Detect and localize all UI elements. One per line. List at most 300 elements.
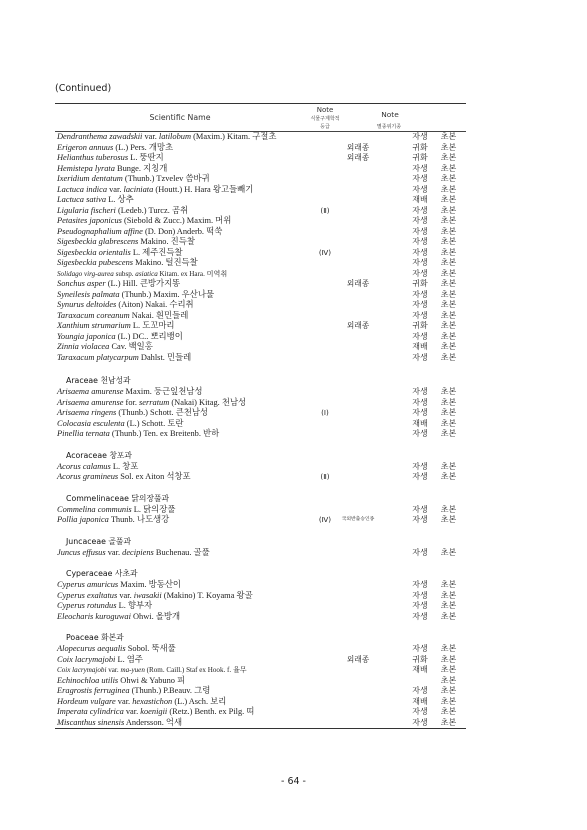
life-form: 초본 <box>440 580 457 589</box>
taxon-epithet: Echinochloa utilis <box>57 675 119 685</box>
origin-status: 자생 <box>412 461 428 471</box>
taxon-epithet: laciniata <box>123 184 154 194</box>
life-form: 초본 <box>440 397 457 407</box>
origin-status: 자생 <box>412 205 428 215</box>
table-row <box>55 269 466 280</box>
scientific-name <box>57 269 227 280</box>
author-text: (Thunb.) Schott. 큰천남성 <box>116 408 209 417</box>
family-header: Poaceae 화본과 <box>66 633 124 642</box>
origin-status: 귀화 <box>412 153 428 162</box>
origin-status: 재배 <box>412 665 428 674</box>
scientific-name <box>57 237 195 248</box>
taxon-epithet: Alopecurus aequalis <box>57 644 126 653</box>
taxon-epithet: Eleocharis kuroguwai <box>57 611 131 621</box>
family-header: Juncaceae 골풀과 <box>66 536 131 546</box>
header-note-endangered: Note <box>381 110 399 119</box>
origin-status: 자생 <box>412 300 428 309</box>
table-row <box>55 419 466 430</box>
life-form: 초본 <box>440 387 457 396</box>
taxon-epithet: Erigeron annuus <box>57 142 114 152</box>
taxon-epithet: Acorus gramineus <box>57 472 119 481</box>
floristic-grade: (Ⅳ) <box>318 515 332 524</box>
taxon-epithet: Coix lacrymajobi <box>57 654 116 664</box>
table-row <box>55 707 466 718</box>
origin-status: 자생 <box>412 387 428 396</box>
taxon-epithet: serratum <box>139 397 170 407</box>
taxon-epithet: Syneilesis palmata <box>57 289 120 299</box>
life-form: 초본 <box>440 461 457 471</box>
life-form: 초본 <box>440 547 457 557</box>
author-text: (Thunb.) Maxim. 우산나물 <box>119 289 215 299</box>
author-text: Ohwi & Yabuno 피 <box>118 675 186 685</box>
taxon-epithet: Lactuca indica <box>57 184 108 194</box>
origin-status: 재배 <box>412 696 428 706</box>
taxon-epithet: Sonchus asper <box>57 279 106 288</box>
special-note: 국외반출승인종 <box>341 517 375 522</box>
scientific-name <box>57 153 164 164</box>
floristic-grade: (Ⅱ) <box>320 205 330 215</box>
author-text: (Nakai) Kitag. 천남성 <box>169 397 247 407</box>
life-form: 초본 <box>440 472 457 481</box>
table-row <box>55 153 466 164</box>
family-group <box>55 375 466 440</box>
origin-status: 자생 <box>412 504 428 514</box>
taxon-epithet: latilobum <box>158 132 191 141</box>
author-text: for. <box>123 397 140 407</box>
family-header: Acoraceae 창포과 <box>66 450 132 460</box>
life-form: 초본 <box>440 216 457 225</box>
origin-status: 자생 <box>412 429 428 438</box>
scientific-name <box>57 206 188 217</box>
author-text: Thunb. 나도생강 <box>108 515 170 524</box>
life-form: 초본 <box>440 675 457 685</box>
author-text: var. <box>123 707 141 716</box>
life-form: 초본 <box>440 707 457 716</box>
author-text: L. 닭의장풀 <box>131 504 176 514</box>
scientific-name <box>57 515 169 526</box>
scientific-name <box>57 164 167 175</box>
table-row <box>55 505 466 516</box>
origin-status: 자생 <box>412 258 428 267</box>
taxon-epithet: hexastichon <box>132 696 173 706</box>
life-form: 초본 <box>440 195 457 204</box>
table-row <box>55 580 466 591</box>
family-group <box>55 450 466 483</box>
author-text: (Maxim.) Kitam. 구절초 <box>191 132 277 141</box>
origin-status: 자생 <box>412 547 428 557</box>
author-text: Kitam. ex Hara. 미역취 <box>157 269 228 278</box>
author-text: Makino. 진득찰 <box>138 237 195 246</box>
table-row <box>55 237 466 248</box>
life-form: 초본 <box>440 142 457 152</box>
taxon-epithet: Taraxacum platycarpum <box>57 352 139 362</box>
origin-status: 자생 <box>412 132 428 141</box>
scientific-name <box>57 462 138 473</box>
origin-status: 귀화 <box>412 279 428 288</box>
life-form: 초본 <box>440 268 457 278</box>
life-form: 초본 <box>440 352 457 362</box>
origin-status: 자생 <box>412 174 428 183</box>
family-group <box>55 568 466 622</box>
author-text: Dahlst. 민들레 <box>138 352 192 362</box>
author-text: L. 창포 <box>110 461 139 471</box>
special-note: 외래종 <box>346 654 370 664</box>
table-row <box>55 332 466 343</box>
scientific-name <box>57 505 175 516</box>
taxon-epithet: Dendranthema zawadskii <box>57 132 143 141</box>
table-row <box>55 279 466 290</box>
scientific-name <box>57 580 181 591</box>
author-text: L. 향부자 <box>116 601 153 610</box>
taxon-epithet: Xanthium strumarium <box>57 321 131 330</box>
life-form: 초본 <box>440 696 457 706</box>
taxon-epithet: Sigesbeckia orientalis <box>57 247 131 257</box>
author-text: var. <box>105 547 123 557</box>
taxon-epithet: Imperata cylindrica <box>57 707 124 716</box>
author-text: Cav. 백일홍 <box>109 342 153 351</box>
table-row <box>55 206 466 217</box>
family-header: Araceae 천남성과 <box>66 376 131 385</box>
table-row <box>55 686 466 697</box>
origin-status: 자생 <box>412 686 428 695</box>
author-text: Sobol. 뚝새풀 <box>125 644 176 653</box>
origin-status: 자생 <box>412 247 428 257</box>
table-row <box>55 697 466 708</box>
taxon-epithet: Colocasia esculenta <box>57 418 125 428</box>
table-row <box>55 311 466 322</box>
scientific-name <box>57 321 175 332</box>
origin-status: 귀화 <box>412 142 428 152</box>
author-text: Maxim. 방동산이 <box>118 580 182 589</box>
floristic-grade: (Ⅰ) <box>321 408 329 417</box>
life-form: 초본 <box>440 132 457 141</box>
taxon-epithet: Cyperus rotundus <box>57 601 117 610</box>
table-row <box>55 665 466 676</box>
author-text: L. 제주진득찰 <box>130 247 183 257</box>
special-note: 외래종 <box>346 321 370 330</box>
taxon-epithet: Coix lacrymajobi <box>57 666 107 674</box>
taxon-epithet: Sigesbeckia glabrescens <box>57 237 139 246</box>
table-row <box>55 216 466 227</box>
author-text: Sol. ex Aiton 석창포 <box>118 472 191 481</box>
origin-status: 자생 <box>412 644 428 653</box>
table-row <box>55 718 466 729</box>
author-text: L. 상추 <box>106 195 134 204</box>
table-row <box>55 164 466 175</box>
table-row <box>55 258 466 269</box>
table-row <box>55 644 466 655</box>
origin-status: 자생 <box>412 515 428 524</box>
author-text: subsp. <box>113 269 136 278</box>
family-header: Commelinaceae 닭의장풀과 <box>66 493 170 503</box>
origin-status: 귀화 <box>412 654 428 664</box>
origin-status: 재배 <box>412 418 428 428</box>
scientific-name <box>57 707 254 718</box>
scientific-name <box>57 227 222 238</box>
scientific-name <box>57 143 173 154</box>
author-text: var. <box>115 696 133 706</box>
scientific-name <box>57 311 188 322</box>
family-group <box>55 632 466 728</box>
table-row <box>55 185 466 196</box>
table-row <box>55 353 466 364</box>
scientific-name <box>57 665 247 676</box>
life-form: 초본 <box>440 408 457 417</box>
table-row <box>55 472 466 483</box>
author-text: (Ledeb.) Turcz. 곰취 <box>115 205 189 215</box>
taxon-epithet: Acorus calamus <box>57 461 111 471</box>
life-form: 초본 <box>440 184 457 194</box>
table-row <box>55 408 466 419</box>
life-form: 초본 <box>440 226 457 236</box>
floristic-grade: (Ⅱ) <box>320 472 330 481</box>
special-note: 외래종 <box>346 279 370 288</box>
taxon-epithet: Cyperus exaltatus <box>57 590 118 600</box>
life-form: 초본 <box>440 300 457 309</box>
taxon-epithet: Pinellia ternata <box>57 429 110 438</box>
table-row <box>55 612 466 623</box>
life-form: 초본 <box>440 205 457 215</box>
author-text: (L.) Asch. 보리 <box>172 696 227 706</box>
table-row <box>55 342 466 353</box>
life-form: 초본 <box>440 331 457 341</box>
scientific-name <box>57 429 219 440</box>
scientific-name <box>57 408 208 419</box>
author-text: (Thunb.) Tzvelev 씀바귀 <box>122 174 210 183</box>
scientific-name <box>57 686 210 697</box>
special-note: 외래종 <box>346 142 370 152</box>
author-text: (L.) DC.. 뽀리뱅이 <box>115 331 183 341</box>
life-form: 초본 <box>440 654 457 664</box>
origin-status: 재배 <box>412 342 428 351</box>
scientific-name <box>57 398 246 409</box>
origin-status: 자생 <box>412 717 428 727</box>
author-text: (Thunb.) Ten. ex Breitenb. 반하 <box>109 429 220 438</box>
taxon-epithet: Petasites japonicus <box>57 216 122 225</box>
origin-status: 귀화 <box>412 321 428 330</box>
scientific-name <box>57 697 226 708</box>
taxon-epithet: Miscanthus sinensis <box>57 717 125 727</box>
continued-label: (Continued) <box>55 83 112 94</box>
scientific-name <box>57 419 183 430</box>
taxon-epithet: Lactuca sativa <box>57 195 107 204</box>
life-form: 초본 <box>440 163 457 173</box>
taxon-epithet: koenigii <box>140 707 168 716</box>
origin-status: 자생 <box>412 590 428 600</box>
origin-status: 자생 <box>412 397 428 407</box>
author-text: L. 뚱딴지 <box>128 153 164 162</box>
origin-status: 자생 <box>412 601 428 610</box>
taxon-epithet: Zinnia violacea <box>57 342 110 351</box>
table-row <box>55 300 466 311</box>
scientific-name <box>57 342 153 353</box>
scientific-name <box>57 248 183 259</box>
taxon-epithet: Synurus deltoides <box>57 300 117 309</box>
scientific-name <box>57 132 276 143</box>
life-form: 초본 <box>440 247 457 257</box>
life-form: 초본 <box>440 153 457 162</box>
taxon-epithet: Arisaema amurense <box>57 387 124 396</box>
origin-status: 자생 <box>412 268 428 278</box>
header-note-endangered-sub: 멸종위기종 <box>376 124 402 130</box>
life-form: 초본 <box>440 310 457 320</box>
scientific-name <box>57 644 176 655</box>
taxon-epithet: Arisaema ringens <box>57 408 117 417</box>
life-form: 초본 <box>440 601 457 610</box>
author-text: (Makino) T. Koyama 왕골 <box>161 590 253 600</box>
scientific-name <box>57 601 152 612</box>
author-text: L. 염주 <box>115 654 143 664</box>
scientific-name <box>57 258 198 269</box>
taxon-epithet: Arisaema amurense <box>57 397 124 407</box>
scientific-name <box>57 353 191 364</box>
origin-status: 자생 <box>412 289 428 299</box>
scientific-name <box>57 548 210 559</box>
origin-status: 자생 <box>412 163 428 173</box>
scientific-name <box>57 612 180 623</box>
table-row <box>55 398 466 409</box>
life-form: 초본 <box>440 611 457 621</box>
life-form: 초본 <box>440 515 457 524</box>
author-text: Bunge. 지칭개 <box>114 163 168 173</box>
scientific-name <box>57 718 182 729</box>
taxon-epithet: Pseudognaphalium affine <box>57 226 143 236</box>
life-form: 초본 <box>440 717 457 727</box>
life-form: 초본 <box>440 418 457 428</box>
table-row <box>55 462 466 473</box>
taxon-epithet: Helianthus tuberosus <box>57 153 129 162</box>
table-row <box>55 227 466 238</box>
author-text: (L.) Hill. 큰방가지똥 <box>105 279 181 288</box>
author-text: Buchenau. 골풀 <box>153 547 210 557</box>
origin-status: 자생 <box>412 310 428 320</box>
table-row <box>55 321 466 332</box>
table-row <box>55 195 466 206</box>
origin-status: 자생 <box>412 184 428 194</box>
author-text: (Siebold & Zucc.) Maxim. 머위 <box>121 216 232 225</box>
header-scientific-name: Scientific Name <box>149 113 211 122</box>
life-form: 초본 <box>440 258 457 267</box>
author-text: (L.) Schott. 토란 <box>124 418 184 428</box>
taxon-epithet: Cyperus amuricus <box>57 580 119 589</box>
origin-status: 자생 <box>412 472 428 481</box>
author-text: Makino. 털진득찰 <box>133 258 198 267</box>
family-group <box>55 536 466 559</box>
author-text: var. <box>142 132 159 141</box>
scientific-name <box>57 290 214 301</box>
origin-status: 자생 <box>412 580 428 589</box>
author-text: Andersson. 억새 <box>124 717 183 727</box>
origin-status: 자생 <box>412 216 428 225</box>
table-row <box>55 655 466 666</box>
life-form: 초본 <box>440 665 457 674</box>
scientific-name <box>57 332 183 343</box>
origin-status: 자생 <box>412 331 428 341</box>
scientific-name <box>57 216 231 227</box>
life-form: 초본 <box>440 644 457 653</box>
page-number: - 64 - <box>281 776 306 787</box>
life-form: 초본 <box>440 504 457 514</box>
scientific-name <box>57 387 202 398</box>
author-text: Nakai. 흰민들레 <box>129 310 189 320</box>
author-text: (D. Don) Anderb. 떡쑥 <box>142 226 223 236</box>
taxon-epithet: Youngia japonica <box>57 331 116 341</box>
origin-status: 재배 <box>412 195 428 204</box>
author-text: (L.) Pers. 개망초 <box>113 142 174 152</box>
author-text: (Retz.) Benth. ex Pilg. 띠 <box>167 707 255 716</box>
header-note-grade-sub1: 식물구계학적 <box>310 116 340 122</box>
taxon-epithet: Pollia japonica <box>57 515 109 524</box>
family-header: Cyperaceae 사초과 <box>66 569 138 578</box>
table-row <box>55 248 466 259</box>
author-text: var. <box>117 590 134 600</box>
taxon-epithet: Sigesbeckia pubescens <box>57 258 134 267</box>
origin-status: 자생 <box>412 352 428 362</box>
author-text: (Aiton) Nakai. 수리취 <box>116 300 194 309</box>
life-form: 초본 <box>440 279 457 288</box>
table-row <box>55 601 466 612</box>
scientific-name <box>57 195 134 206</box>
author-text: Ohwi. 올방개 <box>130 611 181 621</box>
origin-status: 자생 <box>412 611 428 621</box>
life-form: 초본 <box>440 342 457 351</box>
taxon-epithet: Hordeum vulgare <box>57 696 116 706</box>
taxon-epithet: Ligularia fischeri <box>57 205 116 215</box>
scientific-name <box>57 472 191 483</box>
life-form: 초본 <box>440 686 457 695</box>
author-text: var. <box>107 184 124 194</box>
taxon-epithet: decipiens <box>122 547 154 557</box>
scientific-name <box>57 174 210 185</box>
table-body <box>55 132 466 728</box>
author-text: L. 도꼬마리 <box>130 321 175 330</box>
origin-status: 자생 <box>412 237 428 246</box>
life-form: 초본 <box>440 590 457 600</box>
family-group <box>55 132 466 363</box>
origin-status: 자생 <box>412 226 428 236</box>
family-group <box>55 493 466 526</box>
taxon-epithet: asiatica <box>135 269 158 278</box>
taxon-epithet: iwasakii <box>133 590 162 600</box>
table-row <box>55 290 466 301</box>
scientific-name <box>57 591 253 602</box>
author-text: (Rom. Caill.) Staf ex Hook. f. 율무 <box>144 666 247 674</box>
table-row <box>55 174 466 185</box>
taxon-epithet: Juncus effusus <box>57 547 106 557</box>
life-form: 초본 <box>440 174 457 183</box>
special-note: 외래종 <box>346 153 370 162</box>
life-form: 초본 <box>440 321 457 330</box>
author-text: Maxim. 둥근잎천남성 <box>123 387 203 396</box>
table-row <box>55 143 466 154</box>
table-row <box>55 676 466 687</box>
taxon-epithet: ma-yuen <box>120 666 145 674</box>
header-note-grade-sub2: 등급 <box>320 124 330 130</box>
taxon-epithet: Taraxacum coreanum <box>57 310 130 320</box>
life-form: 초본 <box>440 289 457 299</box>
taxon-epithet: Solidago virg-aurea <box>57 269 114 278</box>
taxon-epithet: Ixeridium dentatum <box>57 174 123 183</box>
taxon-epithet: Commelina communis <box>57 504 132 514</box>
floristic-grade: (Ⅳ) <box>318 247 332 257</box>
table-row <box>55 515 466 526</box>
life-form: 초본 <box>440 429 457 438</box>
table-row <box>55 548 466 559</box>
scientific-name <box>57 676 185 687</box>
author-text: var. <box>106 666 121 674</box>
table-row <box>55 591 466 602</box>
author-text: (Thunb.) P.Beauv. 그령 <box>129 686 211 695</box>
